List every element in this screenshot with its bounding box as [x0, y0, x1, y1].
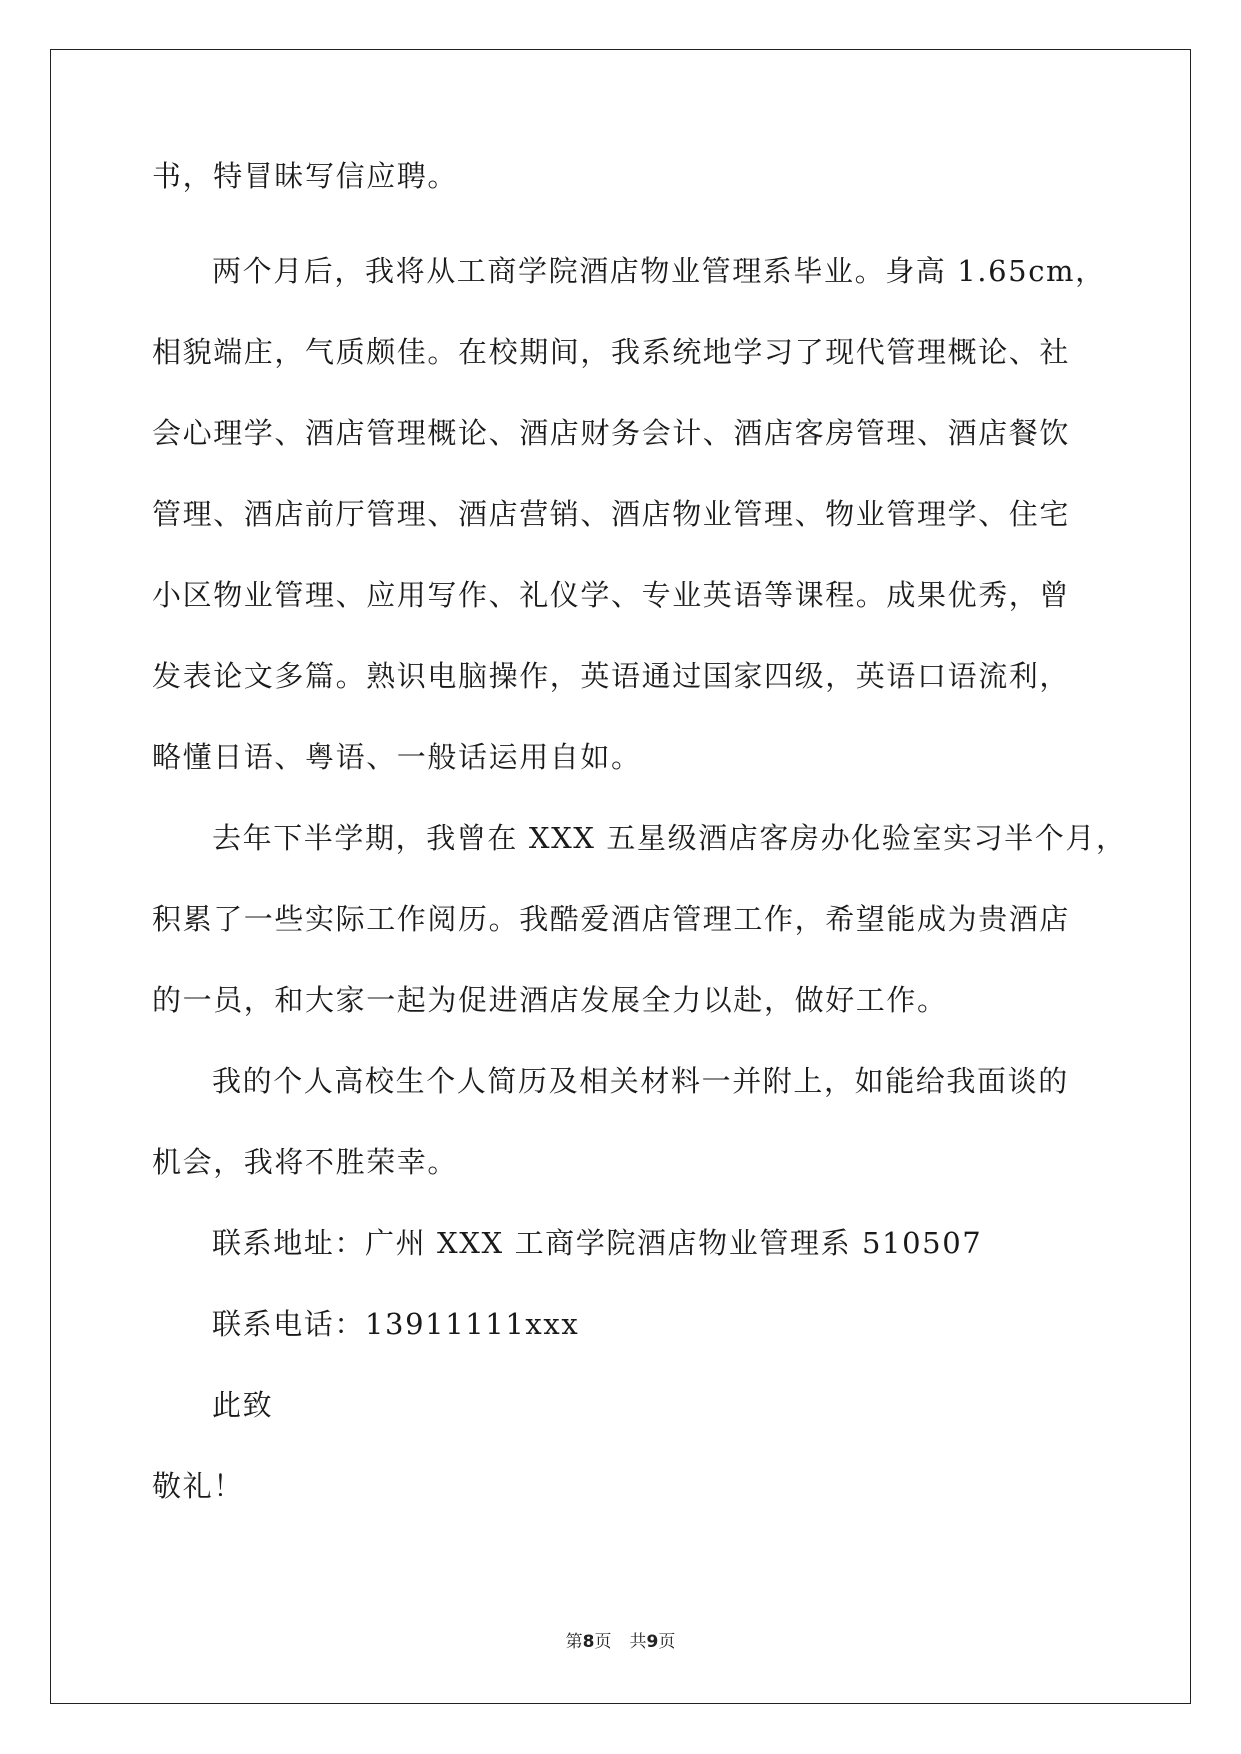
- total-label-prefix: 共: [629, 1632, 647, 1652]
- contact-phone: 联系电话：13911111xxx: [212, 1307, 580, 1341]
- total-label-suffix: 页: [658, 1632, 676, 1652]
- text-line-12: 我的个人高校生个人简历及相关材料一并附上，如能给我面谈的: [212, 1064, 1069, 1098]
- text-line-5: 管理、酒店前厅管理、酒店营销、酒店物业管理、物业管理学、住宅: [152, 497, 1071, 531]
- text-line-4: 会心理学、酒店管理概论、酒店财务会计、酒店客房管理、酒店餐饮: [152, 416, 1071, 450]
- text-line-7: 发表论文多篇。熟识电脑操作，英语通过国家四级，英语口语流利，: [152, 659, 1071, 693]
- text-line-1: 书，特冒昧写信应聘。: [152, 159, 459, 193]
- text-line-10: 积累了一些实际工作阅历。我酷爱酒店管理工作，希望能成为贵酒店: [152, 902, 1071, 936]
- text-line-13: 机会，我将不胜荣幸。: [152, 1145, 459, 1179]
- closing-regards: 敬礼！: [152, 1469, 244, 1503]
- page-footer: [0, 1627, 1241, 1652]
- page-current-number: 8: [582, 1632, 595, 1652]
- page-label-suffix: 页: [594, 1632, 612, 1652]
- text-line-11: 的一员，和大家一起为促进酒店发展全力以赴，做好工作。: [152, 983, 948, 1017]
- closing-salutation: 此致: [212, 1388, 274, 1422]
- text-line-6: 小区物业管理、应用写作、礼仪学、专业英语等课程。成果优秀，曾: [152, 578, 1071, 612]
- page-total-number: 9: [646, 1632, 659, 1652]
- page-border: [50, 49, 1191, 1704]
- text-line-2: 两个月后，我将从工商学院酒店物业管理系毕业。身高 1.65cm，: [212, 254, 1106, 288]
- text-line-9: 去年下半学期，我曾在 XXX 五星级酒店客房办化验室实习半个月，: [212, 821, 1127, 855]
- text-line-3: 相貌端庄，气质颇佳。在校期间，我系统地学习了现代管理概论、社: [152, 335, 1071, 369]
- text-line-8: 略懂日语、粤语、一般话运用自如。: [152, 740, 642, 774]
- page-label-prefix: 第: [565, 1632, 583, 1652]
- contact-address: 联系地址：广州 XXX 工商学院酒店物业管理系 510507: [212, 1226, 983, 1260]
